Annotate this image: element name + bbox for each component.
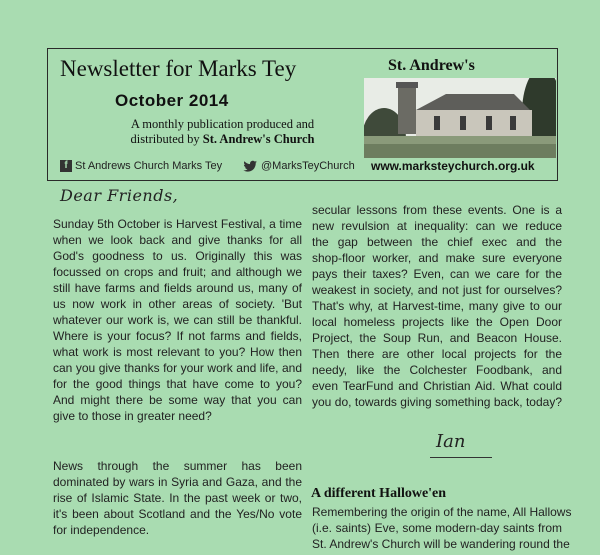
text-line: even TearFund and Christian Aid. What could <box>312 379 562 393</box>
text-line: needy, like the Colchester Foodbank, and <box>312 363 562 377</box>
text-line: weakest in society, and not just for ourselves? <box>312 283 562 297</box>
twitter-text: @MarksTeyChurch <box>261 160 355 172</box>
text-line: what work is most relevant to you? How then <box>53 345 302 359</box>
text-line: Remembering the origin of the name, All Hallows <box>312 505 572 519</box>
subtitle-prefix: distributed by <box>130 132 203 146</box>
text-line: St. Andrew's Church will be wandering round the <box>312 537 570 551</box>
subtitle-church: St. Andrew's Church <box>202 132 315 146</box>
letter-left-paragraph-2 <box>53 458 302 538</box>
text-line: News through the summer has been <box>53 459 302 473</box>
text-line: pays their taxes? Even, can we care for the <box>312 267 562 281</box>
text-line: Where is your focus? If not farms and fields, <box>53 329 302 343</box>
text-line: That's why, at Harvest-time, many give to our <box>312 299 562 313</box>
facebook-text: St Andrews Church Marks Tey <box>75 160 223 172</box>
newsletter-title: Newsletter for Marks Tey <box>60 56 297 81</box>
twitter-link[interactable] <box>242 160 355 172</box>
halloween-paragraph <box>312 504 572 552</box>
text-line: secular lessons from these events. One is a <box>312 203 562 217</box>
signature-underline <box>430 457 492 458</box>
text-line: still have farms and fields around us, many of <box>53 281 302 295</box>
text-line: whatever our work is, we can still be thankful. <box>53 313 302 327</box>
text-line: God's goodness to us. Originally this was <box>53 249 302 263</box>
twitter-bird-icon <box>242 160 258 172</box>
text-line: Sunday 5th October is Harvest Festival, a time <box>53 217 302 231</box>
text-line: local homeless projects like the Open Door <box>312 315 562 329</box>
church-photo <box>364 78 556 158</box>
signature: Ian <box>436 431 466 452</box>
text-line: the gap between the chief exec and the <box>312 235 562 249</box>
text-line: rise of Islamic State. In the past week or two, <box>53 491 302 505</box>
letter-left-paragraph-1 <box>53 216 302 424</box>
text-line: can you give thanks for your work and life, and <box>53 361 302 375</box>
issue-month: October 2014 <box>115 91 229 110</box>
greeting: Dear Friends, <box>60 186 179 205</box>
subtitle-line-1: A monthly publication produced and <box>130 117 315 131</box>
subtitle-line-2 <box>80 132 365 147</box>
text-line: you do, towards giving something back, today? <box>312 395 562 409</box>
facebook-link[interactable] <box>60 160 222 172</box>
text-line: focussed on crops and fruit; and although we <box>53 265 302 279</box>
text-line: us now work in other areas of society. 'But <box>53 297 302 311</box>
text-line: And might there be some way that you can <box>53 393 302 407</box>
text-line: dominated by wars in Syria and Gaza, and the <box>53 475 302 489</box>
letter-right-paragraph-1 <box>312 202 562 410</box>
website-link[interactable]: www.marksteychurch.org.uk <box>371 159 535 173</box>
text-line: (i.e. saints) Eve, some modern-day saints from <box>312 521 562 535</box>
text-line: shop-floor worker, and make sure everyone <box>312 251 562 265</box>
facebook-icon: f <box>60 160 72 172</box>
text-line: for the good things that have come to you? <box>53 377 302 391</box>
text-line: new revulsion at inequality: can we reduce <box>312 219 562 233</box>
text-line: it's been about Scotland and the Yes/No vote <box>53 507 302 521</box>
text-line: Project, the Soup Run, and Beacon House. <box>312 331 562 345</box>
text-line: for independence. <box>53 523 150 537</box>
church-name: St. Andrew's <box>388 57 475 74</box>
text-line: Then there are other local projects for the <box>312 347 562 361</box>
text-line: give to those in greater need? <box>53 409 212 423</box>
section-heading: A different Hallowe'en <box>311 486 447 501</box>
text-line: when we look back and give thanks for all <box>53 233 302 247</box>
